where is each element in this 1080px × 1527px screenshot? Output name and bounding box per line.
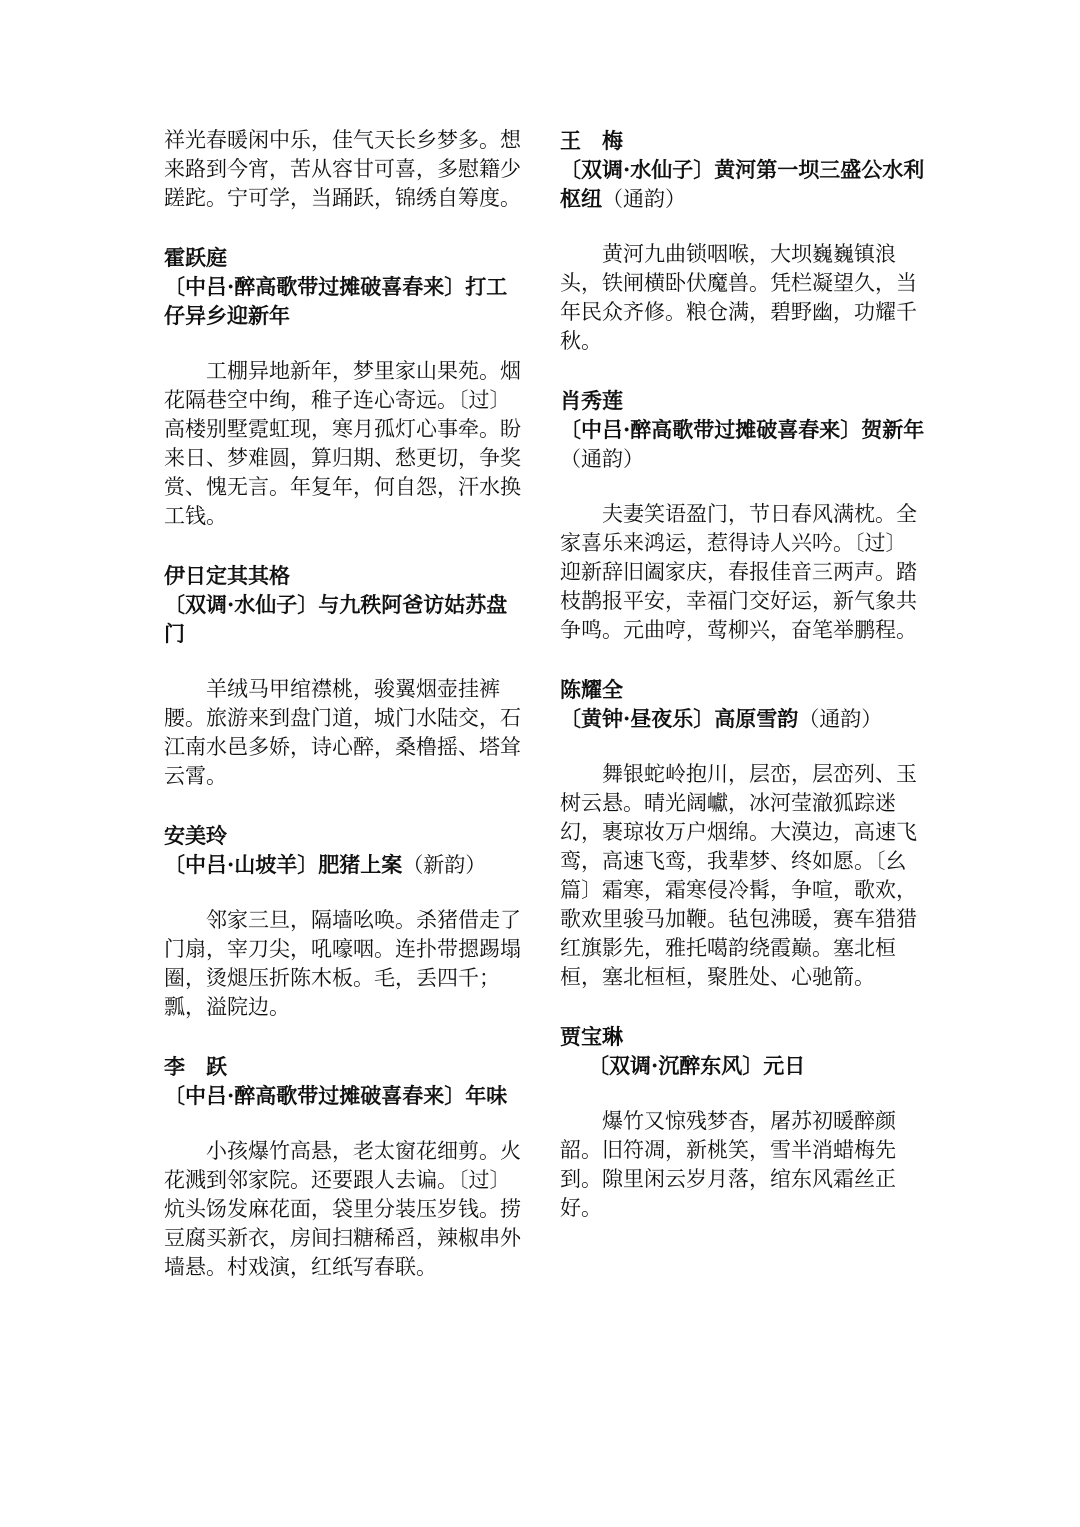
author-name: 肖秀莲: [560, 388, 623, 413]
entry: [164, 821, 524, 1022]
author-name: 伊日定其其格: [164, 563, 290, 588]
entry: [164, 1052, 524, 1282]
poem-title: 〔双调·水仙子〕黄河第一坝三盛公水利枢纽（通韵）: [560, 157, 925, 211]
author-name: 贾宝琳: [560, 1024, 623, 1049]
author-name: 霍跃庭: [164, 245, 227, 270]
poem-title: 〔中吕·醉高歌带过摊破喜春来〕年味: [164, 1083, 508, 1108]
poem-body: 工棚异地新年，梦里家山果苑。烟花隔巷空中绚，稚子连心寄远。〔过〕高楼别墅霓虹现，寒月孤灯心事牵。盼来日、梦难圆，算归期、愁更切，争奖赏、愧无言。年复年，何自怨，汗水换工钱。: [164, 359, 521, 528]
author-name: 李 跃: [164, 1054, 227, 1079]
left-column: [164, 126, 524, 1282]
entry: [560, 675, 925, 992]
poem-title: 〔双调·沉醉东风〕元日: [588, 1053, 806, 1078]
entry: [560, 386, 925, 645]
poem-body: 爆竹又惊残梦杳，屠苏初暖醉颜韶。旧符凋，新桃笑，雪半消蜡梅先到。隙里闲云岁月落，绾东风霜丝正好。: [560, 1109, 896, 1220]
poem-title: 〔中吕·醉高歌带过摊破喜春来〕贺新年（通韵）: [560, 417, 925, 471]
entry: [164, 243, 524, 531]
author-name: 王 梅: [560, 128, 623, 153]
poem-body: 羊绒马甲绾襟桃，骏翼烟壶挂裤腰。旅游来到盘门道，城门水陆交，石江南水邑多娇，诗心醉，桑橹摇、塔耸云霄。: [164, 677, 521, 788]
entry: [560, 1022, 925, 1223]
poem-title: 〔黄钟·昼夜乐〕高原雪韵（通韵）: [560, 706, 883, 731]
right-column: [560, 126, 925, 1223]
intro-poem: 祥光春暖闲中乐，佳气天长乡梦多。想来路到今宵，苦从容甘可喜，多慰籍少蹉跎。宁可学，当踊跃，锦绣自筹度。: [164, 128, 521, 210]
poem-title: 〔中吕·醉高歌带过摊破喜春来〕打工仔异乡迎新年: [164, 274, 508, 328]
poem-body: 邻家三旦，隔墙吆唤。杀猪借走了门扇，宰刀尖，吼嚎咽。连扑带摁踢塌圈，烫煺压折陈木板。毛，丢四千；瓢，溢院边。: [164, 908, 521, 1019]
entry: [164, 561, 524, 791]
poem-body: 小孩爆竹高悬，老太窗花细剪。火花溅到邻家院。还要跟人去谝。〔过〕炕头饧发麻花面，袋里分装压岁钱。捞豆腐买新衣，房间扫糖稀舀，辣椒串外墙悬。村戏演，红纸写春联。: [164, 1139, 521, 1279]
poem-body: 舞银蛇岭抱川，层峦，层峦列、玉树云悬。晴光阔巘，冰河莹澈狐踪迷幻，裹琼妆万户烟绵。大漠边，高速飞鸾，高速飞鸾，我辈梦、终如愿。〔幺篇〕霜寒，霜寒侵冷髯，争喧，歌欢，歌欢里骏马加鞭。毡包沸暖，赛车猎猎红旗影先，雅托噶韵绕霞巅。塞北桓桓，塞北桓桓，聚胜处、心驰箭。: [560, 762, 917, 989]
poem-title: 〔双调·水仙子〕与九秩阿爸访姑苏盘门: [164, 592, 508, 646]
author-name: 安美玲: [164, 823, 227, 848]
author-name: 陈耀全: [560, 677, 623, 702]
poem-body: 夫妻笑语盈门，节日春风满枕。全家喜乐来鸿运，惹得诗人兴吟。〔过〕迎新辞旧阖家庆，春报佳音三两声。踏枝鹊报平安，幸福门交好运，新气象共争鸣。元曲哼，莺柳兴，奋笔举鹏程。: [560, 502, 917, 642]
poem-title: 〔中吕·山坡羊〕肥猪上案（新韵）: [164, 852, 487, 877]
entry: [560, 126, 925, 356]
poem-body: 黄河九曲锁咽喉，大坝巍巍镇浪头，铁闸横卧伏魔兽。凭栏凝望久，当年民众齐修。粮仓满，碧野幽，功耀千秋。: [560, 242, 917, 353]
